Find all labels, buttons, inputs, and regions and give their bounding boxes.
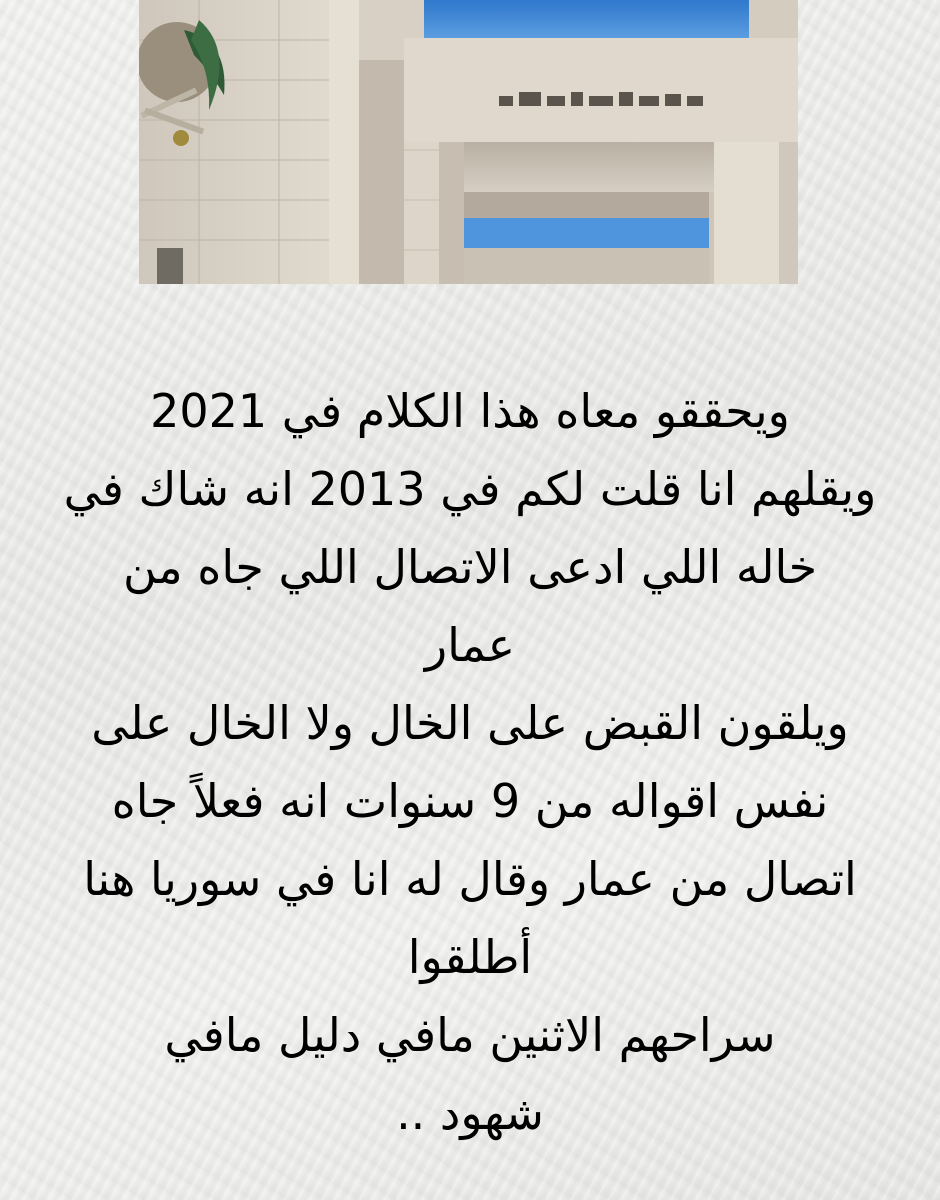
caption-line: أطلقوا bbox=[407, 930, 533, 984]
caption-text bbox=[40, 372, 900, 1152]
caption-line: اتصال من عمار وقال له انا في سوريا هنا bbox=[83, 852, 857, 906]
caption-line: عمار bbox=[424, 618, 516, 672]
caption-line: نفس اقواله من 9 سنوات انه فعلاً جاه bbox=[111, 774, 829, 828]
building-photo bbox=[139, 0, 798, 284]
caption-line: سراحهم الاثنين مافي دليل مافي bbox=[164, 1008, 776, 1062]
caption-line: ويلقون القبض على الخال ولا الخال على bbox=[91, 696, 849, 750]
caption-line: شهود .. bbox=[396, 1086, 544, 1140]
caption-line: ويقلهم انا قلت لكم في 2013 انه شاك في bbox=[63, 462, 877, 516]
caption-line: ويحققو معاه هذا الكلام في 2021 bbox=[150, 384, 790, 438]
caption-line: خاله اللي ادعى الاتصال اللي جاه من bbox=[123, 540, 817, 594]
